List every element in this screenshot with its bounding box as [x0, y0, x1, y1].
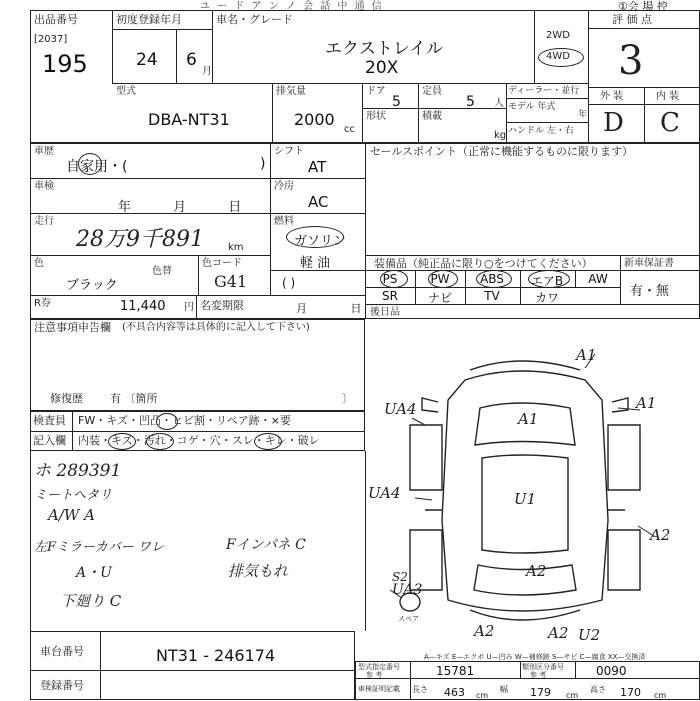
repair-close: 〕 — [342, 392, 353, 405]
note-line-4: 左Fミラーカバー ワレ — [34, 540, 164, 555]
mileage-label: 走行 — [34, 216, 54, 227]
displacement-label: 排気量 — [276, 86, 306, 97]
damage-mark-left-door: UA4 — [368, 484, 401, 502]
record-scratch-circle — [108, 433, 136, 450]
note-line-2: ミートへタリ — [34, 488, 113, 503]
width-value: 179 — [530, 686, 551, 699]
height-label: 高さ — [590, 685, 606, 694]
capacity-value: 5 — [466, 94, 475, 110]
shift-label: シフト — [274, 146, 304, 157]
inspector-dent-circle — [156, 413, 178, 430]
reg-year: 24 — [136, 50, 158, 70]
width-unit: cm — [566, 691, 579, 700]
dealer-label: ディーラー・並行 — [508, 86, 580, 96]
damage-mark-roof: U1 — [514, 490, 537, 508]
length-unit: cm — [476, 691, 489, 700]
fuel-label: 燃料 — [274, 216, 294, 227]
equip-label: 装備品（純正品に限り○をつけてください） — [374, 257, 593, 270]
damage-legend: A—キズ E—エクボ U—凹み W—補修跡 S—サビ C—腐食 XX—交換済 — [424, 653, 646, 661]
exterior-label: 外 装 — [600, 91, 624, 102]
chassis-value: NT31 - 246174 — [156, 646, 276, 665]
color-code: G41 — [214, 272, 248, 291]
record-wear-circle — [254, 433, 282, 450]
fuel-diesel: 軽 油 — [300, 256, 331, 271]
reg-label: 初度登録年月 — [116, 13, 182, 26]
lot-label: 出品番号 — [34, 13, 78, 26]
damage-mark-s2: S2 — [392, 570, 408, 584]
fuel-circle — [286, 226, 347, 249]
color-label: 色 — [34, 258, 44, 269]
damage-mark-bumper-u2: U2 — [578, 626, 601, 644]
equip-tv: TV — [484, 289, 500, 303]
record-label: 記入欄 — [33, 434, 66, 447]
drive-4wd: 4WD — [546, 51, 570, 62]
recolor-label: 色替 — [152, 266, 172, 277]
interior-label: 内 装 — [656, 91, 680, 102]
type-spec-label: 型式指定番号 — [358, 663, 400, 671]
drive-2wd: 2WD — [546, 30, 570, 41]
warranty-value: 有・無 — [630, 284, 670, 299]
ac-label: 冷房 — [274, 181, 294, 192]
load-label: 積載 — [422, 111, 442, 122]
load-unit: kg — [494, 130, 507, 141]
inspection-value: 年 月 日 — [118, 200, 242, 215]
displacement-unit: cc — [344, 124, 355, 135]
cert-label: 車検証明記載 — [358, 685, 400, 693]
category-ref: 参 考 — [530, 671, 547, 679]
top-banner: ユ ー ド ア ン ノ 会 話 中 通 信 — [200, 1, 384, 12]
airbag-circle — [528, 270, 570, 288]
car-name: エクストレイル — [325, 39, 443, 59]
ps-circle — [380, 270, 408, 288]
equip-sr: SR — [382, 289, 398, 303]
sales-label: セールスポイント（正常に機能するものに限ります） — [370, 145, 634, 158]
handle-label: ハンドル 左・右 — [508, 126, 574, 136]
height-value: 170 — [620, 686, 641, 699]
category-value: 0090 — [596, 664, 627, 678]
equip-navi: ナビ — [427, 291, 452, 305]
score: 3 — [618, 38, 644, 84]
reg-month: 6 — [186, 50, 197, 70]
type-spec-ref: 参 考 — [366, 671, 383, 679]
recycle-label: R券 — [34, 298, 51, 309]
usage-close: ) — [260, 156, 266, 172]
type-label: 型式 — [116, 86, 136, 97]
damage-mark-hood: A1 — [518, 410, 539, 428]
capacity-label: 定員 — [422, 86, 442, 97]
repair-label: 修復歴 — [50, 392, 83, 405]
registration-label: 登録番号 — [40, 679, 84, 692]
damage-mark-front: A1 — [576, 346, 597, 364]
width-label: 幅 — [500, 685, 508, 694]
damage-mark-left-front: UA4 — [384, 400, 417, 418]
shift-value: AT — [308, 158, 327, 176]
venue-label: ①会 場 控 — [618, 0, 668, 13]
model-year-unit: 年 — [578, 110, 588, 120]
category-label: 類別区分番号 — [522, 663, 564, 671]
equip-ps: PS — [382, 272, 398, 286]
record-stain-circle — [146, 433, 174, 450]
color-value: ブラック — [66, 278, 118, 293]
exterior-grade: D — [603, 108, 624, 138]
height-unit: cm — [654, 691, 667, 700]
note-line-6: 下廻り C — [60, 592, 122, 610]
inspector-items: FW・キズ・凹凸・ヒビ割・リペア跡・×要 — [78, 414, 291, 427]
lot-number: 195 — [42, 50, 88, 78]
month-unit: 月 — [202, 66, 212, 77]
damage-mark-right-front: A1 — [636, 394, 657, 412]
note-line-5: A・U — [76, 565, 112, 581]
displacement-value: 2000 — [294, 110, 335, 129]
interior-grade: C — [660, 108, 680, 138]
usage-label: 車歴 — [34, 146, 54, 157]
fuel-paren: ( ) — [282, 276, 296, 290]
note-line-3: A/W A — [48, 506, 95, 524]
mileage-unit: km — [228, 242, 244, 253]
inspection-label: 車検 — [34, 181, 54, 192]
note-line-1: ホ 289391 — [34, 461, 122, 481]
caution-label: 注意事項申告欄 — [34, 321, 111, 334]
equip-leather: カワ — [534, 291, 559, 305]
shape-label: 形状 — [366, 111, 386, 122]
grade: 20X — [365, 58, 399, 78]
pw-circle — [428, 270, 458, 288]
term-value: 月 日 — [296, 302, 362, 315]
damage-mark-ua3: UA3 — [392, 582, 423, 598]
doors-value: 5 — [392, 94, 401, 110]
spare-label: スペア — [398, 615, 419, 623]
usage-circle — [78, 153, 102, 175]
abs-circle — [476, 270, 512, 288]
warranty-label: 新車保証書 — [624, 258, 674, 269]
term-label: 名変期限 — [200, 299, 244, 312]
type-value: DBA-NT31 — [148, 110, 230, 129]
inspector-label: 検査員 — [33, 414, 66, 427]
usage-value: 自家用・( — [66, 159, 128, 175]
caution-sub: (不具合内容等は具体的に記入して下さい) — [122, 322, 310, 333]
mileage-value: 28万9千891 — [76, 227, 204, 252]
capacity-unit: 人 — [494, 98, 504, 109]
damage-mark-bumper-right: A2 — [548, 624, 569, 642]
equip-airbag: エアB — [530, 274, 564, 288]
length-label: 長さ — [412, 685, 428, 694]
fuel-value: ガソリン — [294, 234, 347, 249]
score-label: 評 価 点 — [612, 13, 652, 26]
name-label: 車名・グレード — [216, 13, 293, 26]
afterparts-label: 後日品 — [370, 307, 400, 318]
length-value: 463 — [444, 686, 465, 699]
model-year-label: モデル 年式 — [508, 102, 556, 112]
ac-value: AC — [308, 193, 329, 211]
type-spec-value: 15781 — [436, 664, 475, 678]
lot-sub: [2037] — [34, 34, 68, 45]
color-code-label: 色コード — [202, 258, 242, 269]
damage-mark-rear: A2 — [526, 562, 547, 580]
note-line-7: Fインパネ C — [226, 537, 306, 553]
note-line-8: 排気もれ — [228, 562, 289, 580]
equip-pw: PW — [430, 272, 450, 286]
repair-value: 有 〔箇所 — [110, 392, 158, 405]
doors-label: ドア — [366, 86, 386, 97]
equip-abs: ABS — [480, 272, 504, 286]
record-items: 内装・キズ・汚れ・コゲ・穴・スレ・キレ・破レ — [78, 434, 320, 447]
recycle-unit: 円 — [184, 302, 194, 313]
chassis-label: 車台番号 — [40, 645, 84, 658]
equip-aw: AW — [588, 272, 608, 286]
damage-mark-right-rear: A2 — [650, 526, 671, 544]
damage-mark-bumper-left: A2 — [474, 622, 495, 640]
recycle-value: 11,440 — [120, 299, 166, 314]
